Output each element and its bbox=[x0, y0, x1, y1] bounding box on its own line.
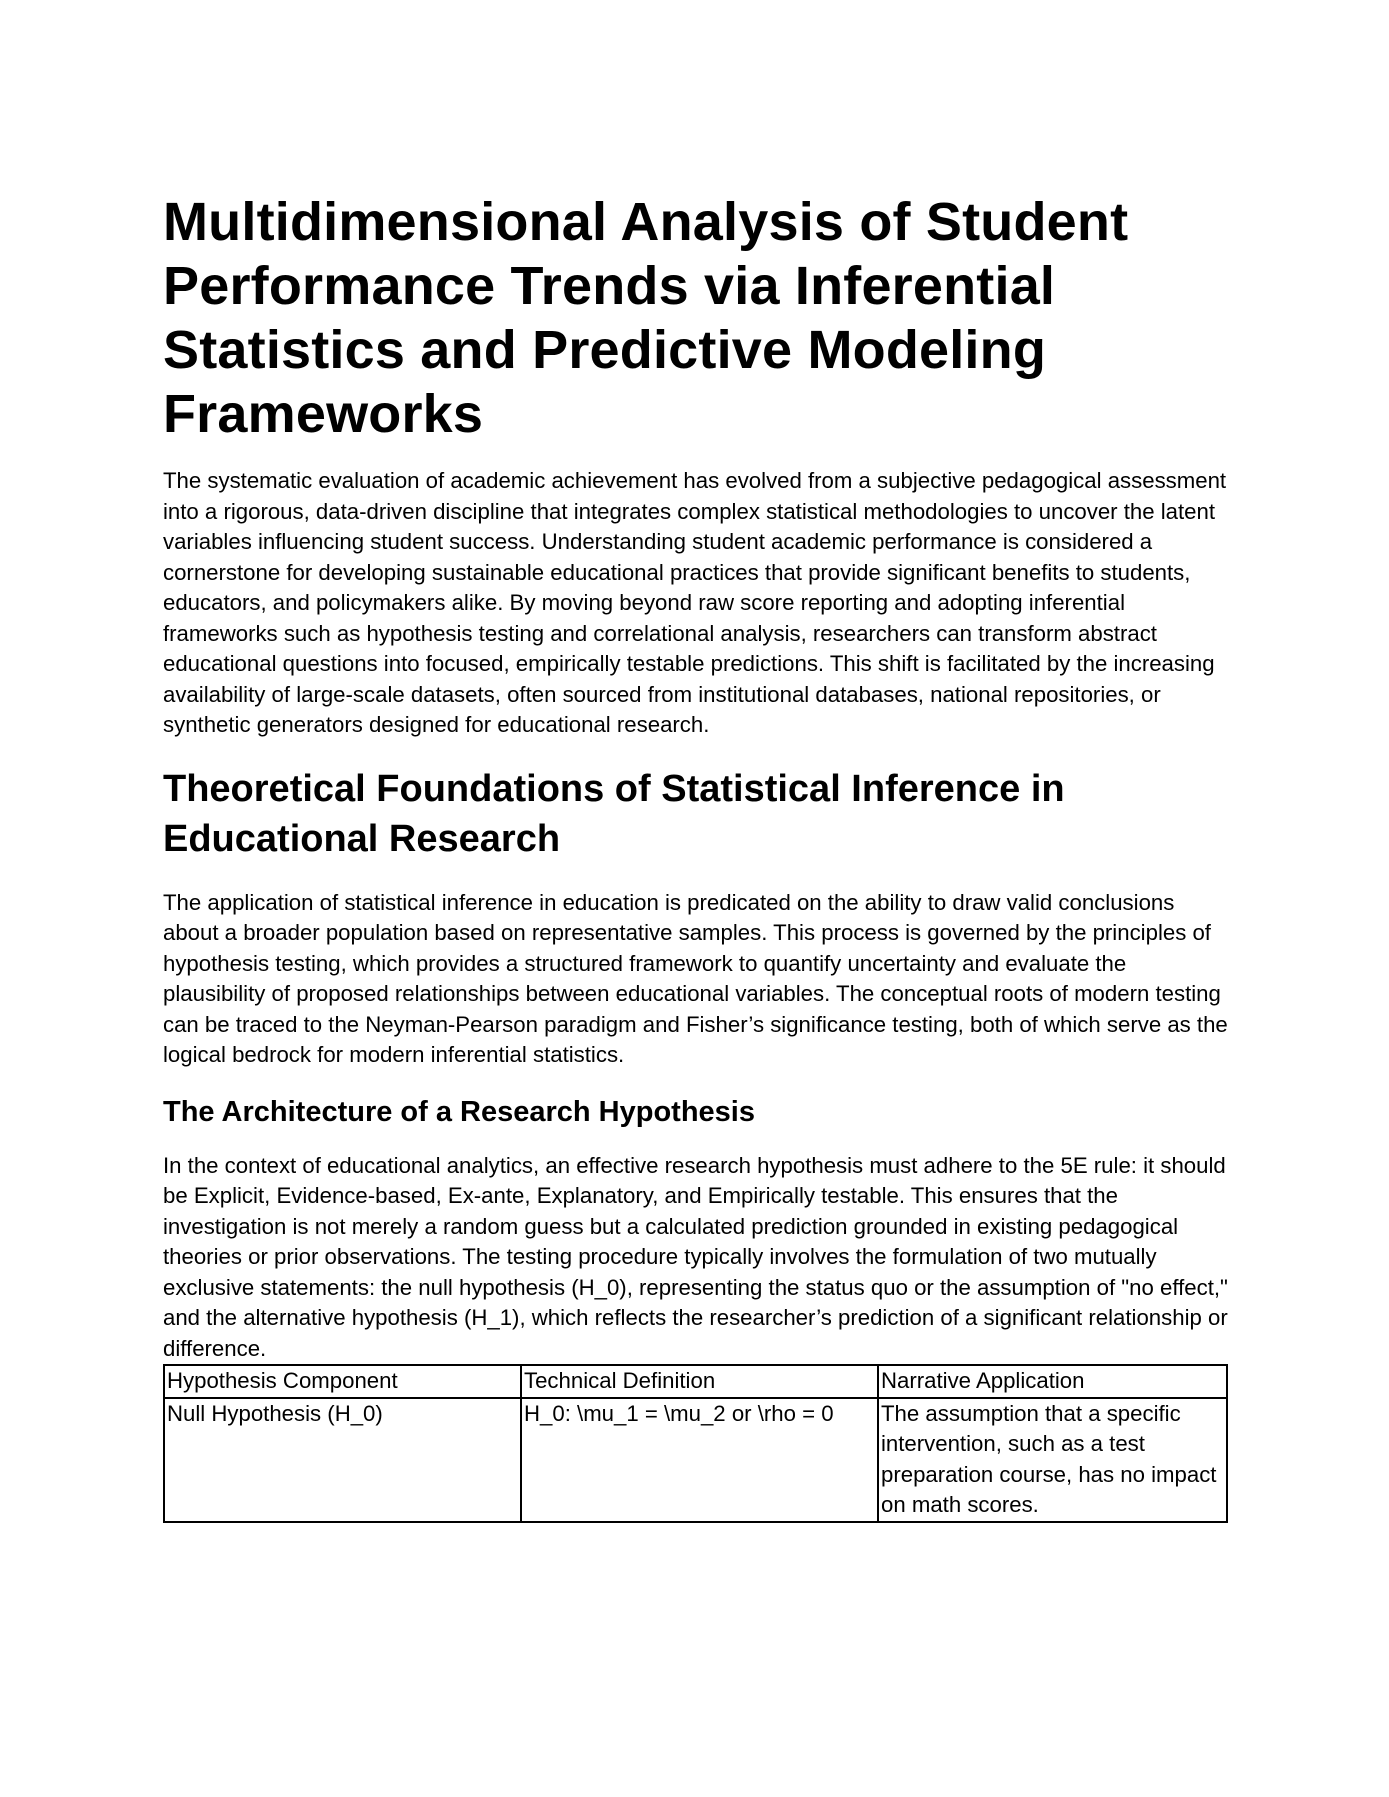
document-title: Multidimensional Analysis of Student Performance Trends via Inferential Statistics and Predictive Modeling Frameworks bbox=[163, 192, 1129, 444]
table-header-cell: Narrative Application bbox=[878, 1365, 1227, 1398]
hypothesis-table bbox=[163, 1364, 1228, 1523]
table-cell: Null Hypothesis (H_0) bbox=[164, 1398, 521, 1522]
table-header-cell: Hypothesis Component bbox=[164, 1365, 521, 1398]
table-header-row bbox=[164, 1365, 1227, 1398]
intro-paragraph: The systematic evaluation of academic achievement has evolved from a subjective pedagogical assessment into a rigorous, data-driven discipline that integrates complex statistical methodologies to uncover the latent variables influencing student success. Understanding student academic performance is considered a cornerstone for developing sustainable educational practices that provide significant benefits to students, educators, and policymakers alike. By moving beyond raw score reporting and adopting inferential frameworks such as hypothesis testing and correlational analysis, researchers can transform abstract educational questions into focused, empirically testable predictions. This shift is facilitated by the increasing availability of large-scale datasets, often sourced from institutional databases, national repositories, or synthetic generators designed for educational research. bbox=[163, 468, 1227, 737]
subsection-paragraph-research-hypothesis: In the context of educational analytics, an effective research hypothesis must adhere to the 5E rule: it should be Explicit, Evidence-based, Ex-ante, Explanatory, and Empirically testable. This ensures that the investigation is not merely a random guess but a calculated prediction grounded in existing pedagogical theories or prior observations. The testing procedure typically involves the formulation of two mutually exclusive statements: the null hypothesis (H_0), representing the status quo or the assumption of "no effect," and the alternative hypothesis (H_1), which reflects the researcher’s prediction of a significant relationship or difference. bbox=[163, 1152, 1228, 1361]
document-page bbox=[163, 190, 1228, 1523]
section-heading-theoretical-foundations: Theoretical Foundations of Statistical Inference in Educational Research bbox=[163, 767, 1065, 860]
table-cell: H_0: \mu_1 = \mu_2 or \rho = 0 bbox=[521, 1398, 878, 1522]
table-cell: The assumption that a specific intervention, such as a test preparation course, has no impact on math scores. bbox=[878, 1398, 1227, 1522]
table-row bbox=[164, 1398, 1227, 1522]
subsection-heading-research-hypothesis: The Architecture of a Research Hypothesis bbox=[163, 1095, 755, 1128]
section-paragraph-theoretical-foundations: The application of statistical inference in education is predicated on the ability to draw valid conclusions about a broader population based on representative samples. This process is governed by the principles of hypothesis testing, which provides a structured framework to quantify uncertainty and evaluate the plausibility of proposed relationships between educational variables. The conceptual roots of modern testing can be traced to the Neyman-Pearson paradigm and Fisher’s significance testing, both of which serve as the logical bedrock for modern inferential statistics. bbox=[163, 889, 1228, 1067]
table-header-cell: Technical Definition bbox=[521, 1365, 878, 1398]
